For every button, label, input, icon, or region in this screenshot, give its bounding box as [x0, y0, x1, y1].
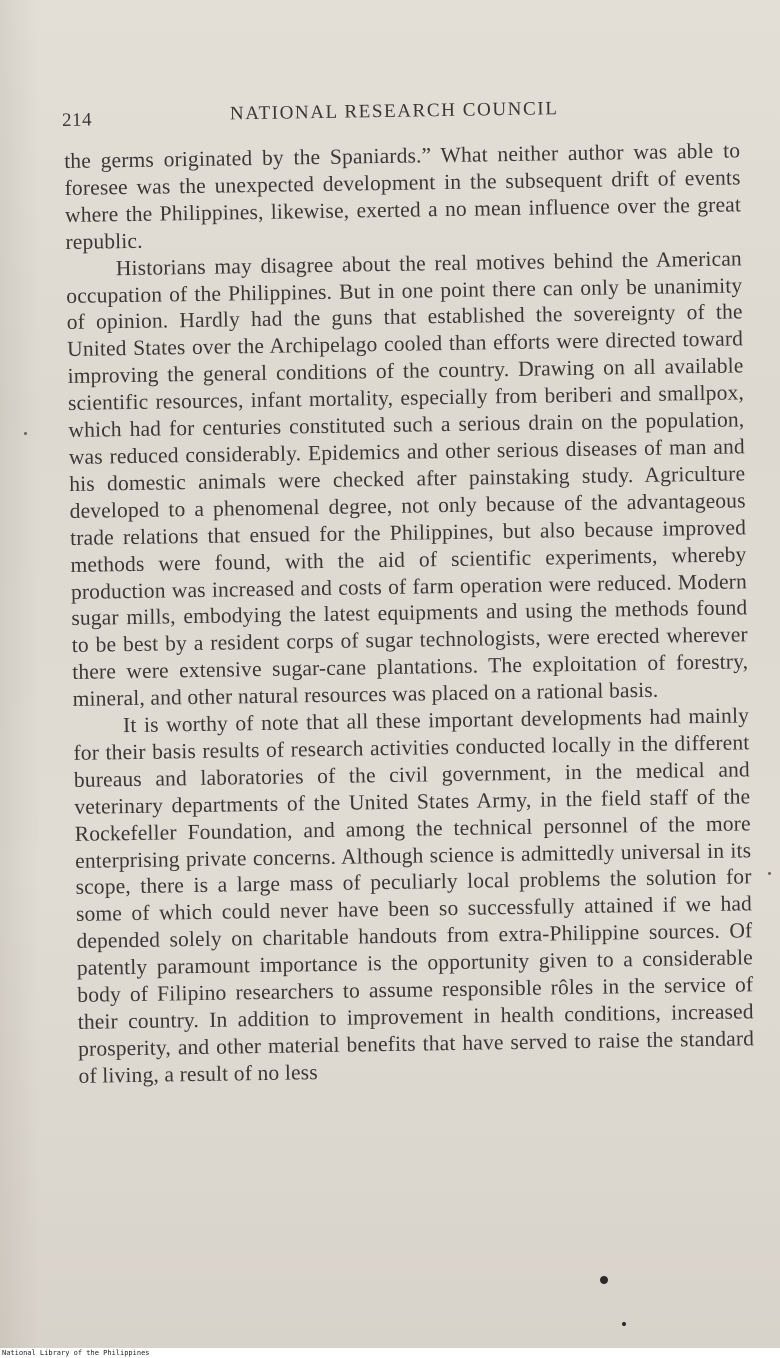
page-gutter-shadow [0, 0, 40, 1348]
scan-footer [0, 1348, 780, 1358]
paragraph-developments: It is worthy of note that all these important developments had mainly for their basis results of research activities conducted locally in the different bureaus and laboratories of the civil government, in the medical and veterinary departments of the United States Army, in the field staff of the Rockefeller Foundation, and among the technical personnel of the more enterprising private concerns. Although science is admittedly universal in its scope, there is a large mass of peculiarly local problems the solution for some of which could never have been so successfully attained if we had depended solely on charitable handouts from extra-Philippine sources. Of patently paramount importance is the opportunity given to a considerable body of Filipino researchers to assume responsible rôles in the service of their country. In addition to improvement in health conditions, increased prosperity, and other material benefits that have served to raise the standard of living, a result of no less [73, 703, 755, 1088]
paragraph-continuation: the germs originated by the Spaniards.” What neither author was able to foresee was the unexpected development in the subsequent drift of events where the Philippines, likewise, exerted a no mean influence over the great republic. [64, 138, 742, 254]
paragraph-historians: Historians may disagree about the real motives behind the American occupation of the Philippines. But in one point there can only be unanimity of opinion. Hardly had the guns that established the sovereignty of the United States over the Archipelago cooled than efforts were directed toward improving the general conditions of the country. Drawing on all available scientific resources, infant mortality, especially from beriberi and smallpox, which had for centuries constituted such a serious drain on the population, was reduced considerably. Epidemics and other serious diseases of man and his domestic animals were checked after painstaking study. Agriculture developed to a phenomenal degree, not only because of the advantageous trade relations that ensued for the Philippines, but also because improved methods were found, with the aid of scientific experiments, whereby production was increased and costs of farm operation were reduced. Modern sugar mills, embodying the latest equipments and using the methods found to be best by a resident corps of sugar technologists, were erected wherever there were extensive sugar-cane plantations. The exploitation of forestry, mineral, and other natural resources was placed on a rational basis. [66, 245, 749, 712]
margin-speck [24, 432, 27, 435]
page-header [62, 87, 743, 138]
margin-speck [768, 872, 771, 875]
library-credit: National Library of the Philippines [2, 1349, 150, 1357]
ink-blot [600, 1276, 608, 1284]
ink-speck [622, 1322, 626, 1326]
running-title: NATIONAL RESEARCH COUNCIL [229, 98, 559, 125]
body-text [64, 137, 755, 1089]
page-number: 214 [61, 109, 93, 131]
